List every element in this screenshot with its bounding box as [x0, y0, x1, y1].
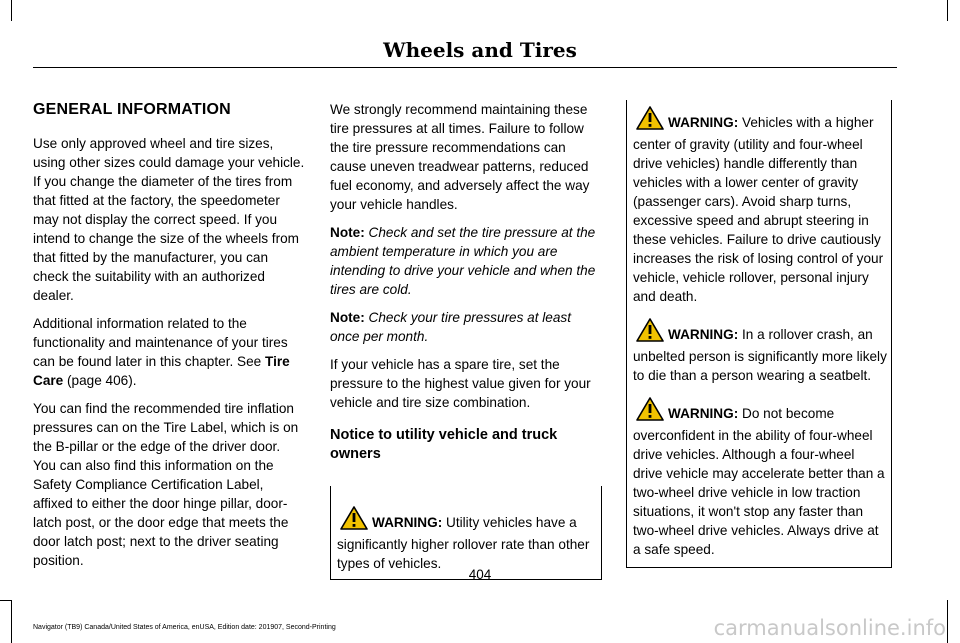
subheading: Notice to utility vehicle and truck owners	[330, 427, 558, 462]
warning-text: Do not become overconfident in the ability of four-wheel drive vehicles. Although a four-wheel drive vehicle may accelerate better than a two-wheel drive vehicle in low traction situations, it won't stop any faster than two-wheel drive vehicles. Always drive at a safe speed.	[633, 406, 885, 557]
note-label: Note:	[330, 310, 365, 325]
paragraph: We strongly recommend maintaining these tire pressures at all times. Failure to follow the tire pressure recommendations can cause uneven treadwear patterns, reduced fuel economy, and adversely affect the way your vehicle handles.	[330, 102, 590, 212]
warning-box	[626, 100, 892, 568]
note	[330, 223, 602, 299]
warning-label: WARNING:	[668, 406, 739, 421]
page-number: 404	[468, 567, 492, 582]
warning-box	[330, 486, 602, 580]
note-label: Note:	[330, 225, 365, 240]
note-text: Check your tire pressures at least once per month.	[330, 310, 572, 344]
warning	[337, 506, 597, 573]
paragraph-text: Additional information related to the functionality and maintenance of your tires can be found later in this chapter. See	[33, 316, 288, 369]
crop-mark-top-right	[947, 0, 948, 21]
section-heading: GENERAL INFORMATION	[33, 101, 231, 118]
header-divider	[33, 67, 897, 68]
warning-triangle-icon	[636, 318, 664, 347]
warning-text: Vehicles with a higher center of gravity (utility and four-wheel drive vehicles) handle differently than vehicles with a lower center of gravity (passenger cars). Avoid sharp turns, excessive speed and abrupt steering in these vehicles. Failure to drive cautiously increases the risk of losing control of your vehicle, vehicle rollover, personal injury and death.	[633, 115, 884, 304]
warning-triangle-icon	[340, 506, 368, 535]
page-reference: (page 406).	[63, 373, 137, 388]
paragraph: You can find the recommended tire inflation pressures can on the Tire Label, which is on the B-pillar or the edge of the driver door. You can also find this information on the Safety Compliance Certification Label, affixed to either the door hinge pillar, door-latch post, or the door edge that meets the door latch post; next to the driver seating position.	[33, 401, 299, 568]
warning	[633, 318, 887, 385]
warning-triangle-icon	[636, 106, 664, 135]
warning-text: Utility vehicles have a significantly higher rollover rate than other types of vehicles.	[337, 515, 590, 571]
tire-care-link[interactable]: Tire Care	[33, 354, 290, 388]
paragraph: If your vehicle has a spare tire, set the pressure to the highest value given for your vehicle and tire size combination.	[330, 357, 591, 410]
column-1	[33, 100, 305, 579]
warning-text: In a rollover crash, an unbelted person is significantly more likely to die than a person wearing a seatbelt.	[633, 327, 887, 383]
column-3	[626, 100, 892, 568]
crop-mark-bottom-left-h	[0, 600, 12, 601]
crop-mark-bottom-left-v	[11, 600, 12, 643]
warning-label: WARNING:	[372, 515, 443, 530]
footer-edition-info: Navigator (TB9) Canada/United States of America, enUSA, Edition date: 201907, Second-Printing	[33, 624, 336, 631]
note-text: Check and set the tire pressure at the ambient temperature in which you are intending to drive your vehicle and when the tires are cold.	[330, 225, 596, 297]
page-header-title: Wheels and Tires	[383, 38, 577, 62]
paragraph-with-reference	[33, 314, 305, 390]
note	[330, 308, 602, 346]
column-2	[330, 100, 602, 580]
watermark: carmanualsonline.info	[713, 616, 946, 640]
warning-label: WARNING:	[668, 115, 739, 130]
paragraph: Use only approved wheel and tire sizes, using other sizes could damage your vehicle. If you change the diameter of the tires from that fitted at the factory, the speedometer may not display the correct speed. If you intend to change the size of the wheels from that fitted by the manufacturer, you can check the suitability with an authorized dealer.	[33, 136, 305, 303]
warning	[633, 397, 887, 559]
crop-mark-bottom-right	[947, 600, 948, 643]
warning-label: WARNING:	[668, 327, 739, 342]
warning	[633, 106, 887, 306]
crop-mark-top-left	[11, 0, 12, 21]
warning-triangle-icon	[636, 397, 664, 426]
